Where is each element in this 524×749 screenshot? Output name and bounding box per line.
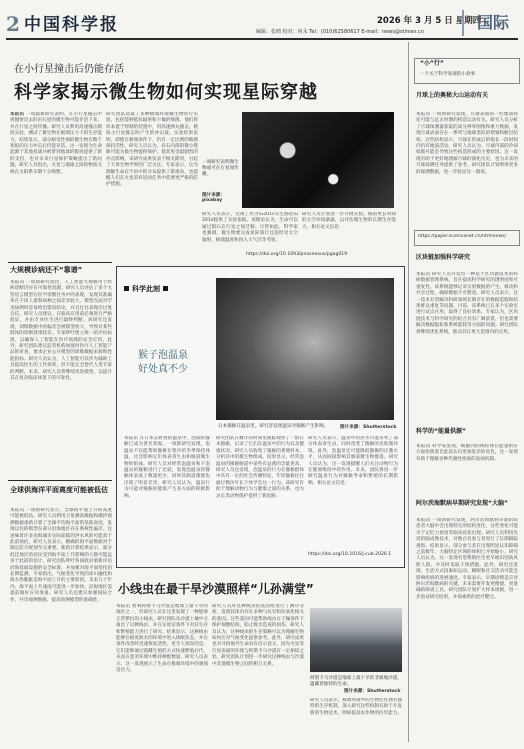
- lead-photo-caption: 一项研究表明微生物或可在行星间传播。: [202, 160, 239, 177]
- bottom-headline: 小线虫在最干旱沙漠照样“儿孙满堂”: [118, 582, 314, 596]
- left-story1-title: 大规模诊病还不“靠谱”: [10, 266, 83, 274]
- feature-photo-credit: 图片来源：Shutterstock: [340, 425, 397, 430]
- lead-photo: [242, 112, 394, 208]
- lead-text-col-2: 研究团队选取了多种极端环境微生物进行实验，包括能够抵抗辐射和干燥的细菌。他们将样本置于特制的装置中，用高速弹丸撞击，模拟小行星撞击时产生的冲击波。实验结果表明，即使在极端条件下，仍有一定比例的细菌保持活性。研究人员认为，岩石内部的微小缝隙可能为微生物提供保护，使其免受最剧烈的冲击影响。该研究成果发表于相关期刊，引起了天体生物学界的广泛关注。专家表示，这为理解生命在宇宙中的分布提供了新视角，也提醒人们在火星采样返回任务中需要更严格的防护措施。: [106, 112, 198, 188]
- right-story2-title: 区块链加强科学研究: [416, 254, 471, 261]
- feature-text-col-3: 研究人员表示，温泉中的热水可能杀死了部分体表寄生虫，同时改变了猕猴的皮肤微环境。此外，泡温泉还可能降低猕猴的应激水平，从而间接影响其肠道微生物群落。研究人员认为，这一发现提醒人们关注动物行为在健康维持中的作用。未来，团队将进一步研究温泉行为对猕猴寿命和繁殖的长期影响。相关论文信息：: [308, 436, 398, 486]
- feature-text-col-1: 本报讯 在日本长野县的温泉中，泡澡的猕猴已成为著名景观。一项新研究发现，泡温泉不仅能帮助猕猴在寒冷的冬季保持体温，还会影响它们体表寄生虫和肠道微生物的组成。研究人员对经常泡温泉和不泡温泉的猕猴进行了比较，发现泡温泉的猕猴体表虱子数量更少，同时其肠道菌群也出现了明显差异。研究人员认为，温泉行为可能对猕猴的健康产生多方面的积极影响。: [124, 436, 210, 499]
- right-link[interactable]: https://paper.sciencenet.cn/htmlnews/: [418, 234, 507, 239]
- feature-text-col-2: 研究团队在数年的时间里跟踪观察了一群日本猕猴，记录了它们在温泉中的行为以及健康状况。研究人员收集了猕猴的粪便样本，分析其中的微生物组成。结果显示，经常泡温泉的猕猴肠道中某些有益菌的含量更高。研究人员还发现，泡温泉的行为在猕猴群体中具有一定的社会传播特征，年轻猕猴往往通过模仿年长个体学会这一行为。该研究有助于理解动物行为与健康之间的关系，也为灵长类动物保护提供了新思路。: [216, 436, 304, 499]
- header-rule: [6, 38, 518, 40]
- lead-text-col-4: 研究人员计划进一步开展实验，模拟更长时间的太空环境暴露，以评估微生物的长期生存能力。相关论文信息：: [302, 212, 396, 230]
- bottom-text-col-3: 研究人员表示，极端环境中的生物往往拥有独特的生存机制，深入研究这些机制有助于开发新的生物技术，例如提高农作物的抗旱能力。: [310, 698, 402, 716]
- feature-title-line2: 好处真不少: [138, 364, 188, 375]
- right-story1-text: 本报讯 一项新研究发现，月球表面的一些地质特征可能与远古时期的构造运动有关。研究人员分析了月球探测器获取的高分辨率图像和重力数据，发现月球表面存在一系列与地球类似的褶皱和断层结构。这些结构显示，月球在形成后的很长一段时间内仍有地质活动。研究人员认为，月球内部的冷却收缩可能是导致这些构造形成的主要原因。这一发现有助于更好地理解月球的演化历史，也为未来的月球探测任务提供了参考。研究团队计划利用更多的探测数据，进一步验证这一假说。: [416, 112, 518, 175]
- left-col-rule-2: [8, 480, 112, 481]
- square-bullet-icon: [124, 286, 129, 291]
- left-story2-text: 本报讯 一项新研究显示，全球海平面上升的高度可能被低估。研究人员利用卫星测高数据和潮汐观测数据重新计算了全球平均海平面的基准高度，发现以往的模型在部分沿海地区存在系统性偏差。这意味着许多沿海城市实际面临的洪水风险可能高于此前预估。研究人员表示，精确的海平面数据对于制定防灾规划至关重要。新的计算结果显示，部分低洼地区的居民受到海平面上升影响的人数可能远多于此前的估计。研究团队呼吁各国政府重新评估沿海基础设施的安全标准，并加强对海平面变化的长期监测。专家指出，气候变化导致的冰川融化和海水热膨胀是海平面上升的主要原因。未来几十年内，海平面上升速度可能进一步加快，沿海地区需提前做好应对准备。研究人员还建议加强国际合作，共享观测数据，提高预测模型的准确性。: [10, 508, 112, 603]
- lead-text-col-3: 研究人员表示，这项工作为\u201c有生源论\u201d提供了实验依据。该理论认为，生命可以通过陨石在行星之间迁移。尽管如此，科学家也强调，微生物要完成星际旅行还需经受太空辐射、极端温度和再入大气层等考验。: [202, 212, 298, 243]
- lead-byline: 本报讯: [10, 112, 25, 117]
- square-bullet-icon: [163, 286, 168, 291]
- right-story2-text: 本报讯 研究人员开发出一种基于区块链技术的科研数据管理系统，旨在提高科学研究的透明度和可重复性。该系统能够记录实验数据的产生、修改和共享过程，确保数据不可篡改。研究人员表示，这一技术有望解决科研领域长期存在的数据造假和结果难以重复等问题。目前，该系统已在多个实验室进行试点应用，取得了良好效果。专家认为，区块链技术与科学研究的结合具有广阔前景，但也需要解决数据隐私和系统能耗等方面的问题。研究团队将继续优化系统，推动其在更大范围内的应用。: [416, 272, 518, 335]
- right-box-title: “小”行”: [420, 60, 444, 67]
- bottom-text-col-1: 本报讯 智利阿塔卡马沙漠是地球上最干旱的地区之一，但研究人员在这里发现了一种能够正常繁衍的小线虫。研究团队从沙漠土壤中分离出了这种线虫，并在实验室条件下对其生存和繁殖能力进行了研究。结果显示，这种线虫能够在极度缺水的环境中进入休眠状态，并在条件改善时迅速恢复活性。更令人惊讶的是，它们能够通过孤雌生殖的方式快速繁殖后代，从而在恶劣环境中维持种群数量。研究人员表示，这一发现展示了生命在极端环境中的顽强适应力。: [116, 604, 208, 674]
- left-story1-text: 本报讯 一项新研究指出，人工智能大规模用于疾病诊断仍存在可靠性问题。研究人员评估了多个大型语言模型在医学诊断任务中的表现，发现其准确率在不同人群和病种之间差异较大。模型在面对罕见病例时容易给出错误结论，并且往往表现出过度自信。研究人员建议，在临床应用前必须进行严格验证，并由专业医生进行最终判断。该研究还发现，训练数据中的偏差会被模型放大，导致对某些群体的诊断效果较差。专家呼吁建立统一的评估标准，以确保人工智能在医疗领域的安全应用。此外，研究团队建议监管机构加强对医疗人工智能产品的审查，要求企业公开模型的训练数据来源和性能指标。研究人员认为，人工智能可以作为辅助工具提高医生的工作效率，但不能完全替代人类专家的判断。未来，研究人员将继续改进模型，以提升其在复杂临床场景下的可靠性。: [10, 280, 112, 382]
- right-box-subtitle: 一个关于科学发现的小故事: [420, 72, 476, 77]
- issue-date: 2026 年 3 月 5 日 星期四: [377, 16, 482, 26]
- feature-photo-caption: 日本猕猴在温泉里。研究者发现温泉对猕猴产生影响。: [218, 424, 329, 429]
- feature-doi-link[interactable]: https://doi.org/10.1016/j.cub.2026.1: [308, 552, 392, 557]
- left-story2-title: 全球供海洋平面离度可能被低估: [10, 486, 108, 494]
- feature-photo: [216, 278, 394, 420]
- right-col-divider: [408, 42, 409, 742]
- lead-photo-credit: 图片来源：pixabay: [202, 193, 225, 203]
- right-story3-title: 科学的“能量供源”: [416, 428, 466, 435]
- feature-label-text: 科学此刻: [132, 285, 160, 293]
- feature-label: [124, 276, 168, 295]
- lead-kicker: 在小行星撞击后仍能存活: [14, 64, 124, 75]
- lead-headline: 科学家揭示微生物如何实现星际穿越: [14, 82, 318, 103]
- right-story4-title: 阿尔茨海默病早期研究发现“大脑”: [416, 500, 508, 507]
- bottom-photo-credit: 图片来源：Shutterstock: [344, 689, 401, 694]
- feature-title-line1: 猴子泡温泉: [138, 350, 188, 361]
- masthead-title: 中国科学报: [24, 15, 119, 35]
- bottom-photo-caption: 阿塔卡马沙漠是地球上最干旱的非极地沙漠，蕴藏着独特的生命。: [310, 676, 402, 687]
- right-story3-text: 本报讯 科学家发现，细胞内的线粒体在能量供应方面扮演着比此前认识更加复杂的角色，这一发现有助于理解多种代谢性疾病的发病机制。: [416, 444, 518, 462]
- left-col-rule: [8, 262, 112, 263]
- section-label: 国际: [462, 10, 522, 36]
- bottom-text-col-2: 研究人员对这种线虫的基因组进行了测序分析，发现其体内存在多种与抗旱和抗氧化相关的基因。这些基因可能帮助线虫在干燥条件下保护细胞结构，防止脱水造成的损伤。研究人员认为，这种线虫的生存策略可以为理解生物如何应对气候变化提供参考。此外，研究成果也对寻找地外生命具有启示意义，因为火星等行星表面的环境与阿塔卡马沙漠有一定相似之处。研究团队计划进一步研究这种线虫与沙漠中其他微生物之间的相互关系。: [212, 604, 304, 667]
- bottom-photo: [310, 608, 402, 672]
- lead-doi-link[interactable]: https://doi.org/10.1093/pnasnexus/pgag019: [246, 252, 348, 257]
- editor-info: 编辑：张晴 校对：何永 Tel：(010)62580617 E-mail：news@stimes.cn: [256, 29, 424, 35]
- right-story1-title: 月球上的奥秘大山运动有关: [416, 92, 489, 99]
- lead-text-col-1: 本报讯 一项最新研究表明，在小行星撞击中被抛射出去的岩石里的微生物可能存活下来，并在行星之间传播。研究人员利用高速撞击模拟实验，测试了微生物在极端压力下的生存能力。结果显示，部分耐受性强的微生物在数千兆帕的压力冲击后仍能存活。这一发现为生命起源于其他星球并被带到地球的假说提供了新的支持，也对未来行星保护策略提出了新问题。研究人员指出，火星与地球之间的物质交换在太阳系早期十分频繁。: [10, 112, 102, 175]
- right-story4-text: 本报讯 一项新研究发现，阿尔茨海默病早期阶段患者大脑中会出现特定的结构变化，这些变化可能早于记忆力衰退等临床症状出现。研究人员利用先进的脑成像技术，对数百名参与者进行了长期跟踪观察。结果显示，部分参与者在出现明显认知障碍之前数年，大脑特定区域的体积已开始缩小。研究人员认为，这一发现有望帮助医生更早地识别高风险人群，并及时采取干预措施。此外，研究还发现，生活方式因素如运动、睡眠和社交活动可能会影响疾病的进展速度。专家表示，早期诊断是应对阿尔茨海默病的关键，未来需要开发更便捷、更准确的筛查工具。研究团队计划扩大样本规模，进一步验证研究结果，并探索新的治疗靶点。: [416, 518, 518, 600]
- page-number: 2: [6, 12, 20, 36]
